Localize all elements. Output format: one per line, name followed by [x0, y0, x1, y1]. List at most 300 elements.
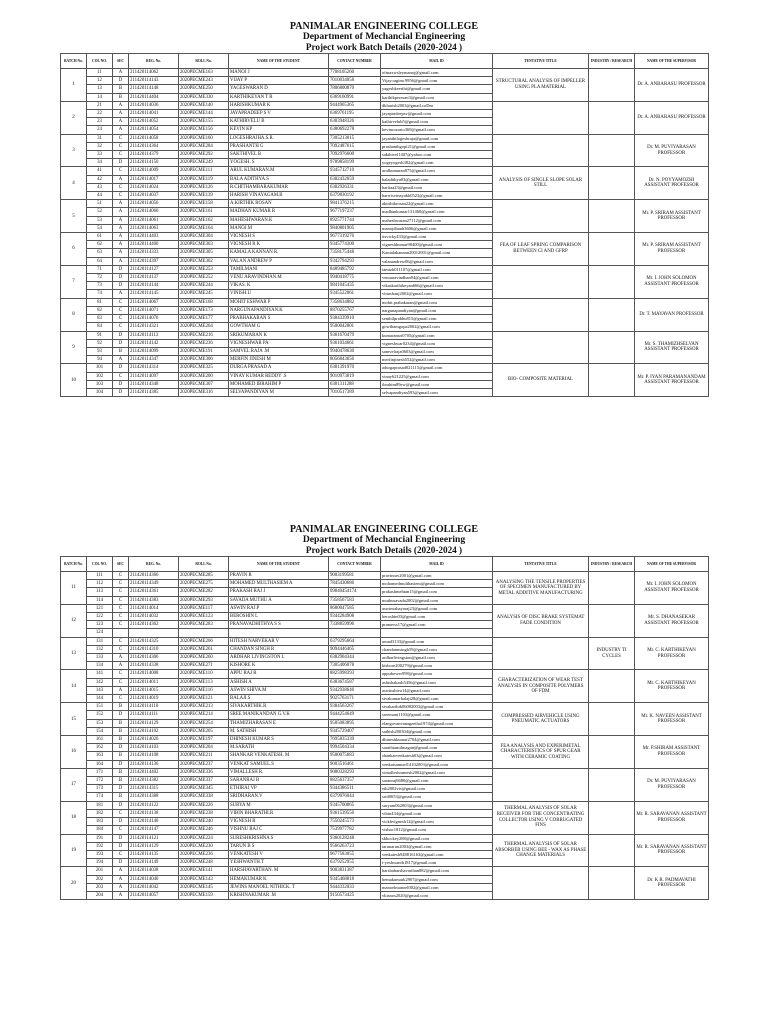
contact-number: 9994504334 — [329, 744, 381, 752]
reg-no: 211420114129 — [129, 719, 179, 727]
section: A — [113, 290, 129, 298]
student-name: VIGNESH R K — [229, 241, 329, 249]
mail-id: srid0653@gmail.com — [381, 793, 493, 801]
student-name: PRABHAKARAN S — [229, 315, 329, 323]
reg-no: 211420114099 — [129, 347, 179, 355]
section: D — [113, 842, 129, 850]
col-no: 104 — [87, 388, 113, 396]
student-name: JEWINS MANOEL NITHICK. T — [229, 883, 329, 891]
section: D — [113, 744, 129, 752]
table-row — [61, 801, 709, 809]
mail-id: suryam062003@gmail.com — [381, 801, 493, 809]
reg-no: 211420114054 — [129, 126, 179, 134]
col-no: 194 — [87, 859, 113, 867]
col-no: 143 — [87, 686, 113, 694]
col-no: 133 — [87, 654, 113, 662]
section: C — [113, 645, 129, 653]
reg-no: 211420114402 — [129, 768, 179, 776]
section: C — [113, 826, 129, 834]
section: C — [113, 670, 129, 678]
section — [113, 629, 129, 637]
mail-id: Vijay.ragina.9956@gmail.com — [381, 77, 493, 85]
reg-no: 211420114321 — [129, 323, 179, 331]
batch-table — [60, 556, 709, 900]
supervisor-name: Mr. I. JOHN SOLOMON ASSISTANT PROFESSOR — [635, 572, 709, 605]
col-no: 204 — [87, 891, 113, 899]
mail-id: jayanthilogeshraja@gmail.com — [381, 134, 493, 142]
col-no: 84 — [87, 323, 113, 331]
col-no: 173 — [87, 785, 113, 793]
section: C — [113, 604, 129, 612]
contact-number: 9841045435 — [329, 282, 381, 290]
roll-no: 2020PECME240 — [179, 818, 229, 826]
supervisor-name: Mr. R. SARAVANAN ASSISTANT PROFESSOR — [635, 801, 709, 834]
contact-number: 9003199581 — [329, 572, 381, 580]
col-no: 193 — [87, 850, 113, 858]
col-no: 42 — [87, 175, 113, 183]
roll-no: 2020PECME316 — [179, 388, 229, 396]
table-row — [61, 233, 709, 241]
col-no: 134 — [87, 662, 113, 670]
contact-number: 6382432659 — [329, 175, 381, 183]
reg-no: 211420114145 — [129, 290, 179, 298]
batch-number: 10 — [61, 364, 87, 397]
contact-number: 9444332033 — [329, 883, 381, 891]
col-no: 32 — [87, 142, 113, 150]
roll-no: 2020PECME164 — [179, 224, 229, 232]
section: B — [113, 347, 129, 355]
roll-no: 2020PECME282 — [179, 588, 229, 596]
contact-number: 6382926331 — [329, 183, 381, 191]
roll-no: 2020PECME243 — [179, 77, 229, 85]
student-name: KISHORE K — [229, 662, 329, 670]
student-name: KATHIRVELU B — [229, 118, 329, 126]
table-row — [61, 703, 709, 711]
tentative-title — [493, 768, 589, 801]
col-no: 154 — [87, 727, 113, 735]
section: D — [113, 265, 129, 273]
mail-id: prakashmehtan15@gmail.com — [381, 588, 493, 596]
reg-no: 211420114056 — [129, 200, 179, 208]
contact-number: 6379252955 — [329, 859, 381, 867]
student-name: VIMALLESH R. — [229, 768, 329, 776]
mail-id: gowthamgopa2002@gmail.com — [381, 323, 493, 331]
roll-no: 2020PECME111 — [179, 167, 229, 175]
sheet-page-1 — [60, 22, 708, 397]
section: A — [113, 662, 129, 670]
contact-number: 9345712710 — [329, 167, 381, 175]
student-name: SRIDHARAN.V — [229, 793, 329, 801]
section: D — [113, 801, 129, 809]
section: C — [113, 315, 129, 323]
roll-no: 2020PECME238 — [179, 809, 229, 817]
mail-id: madhankumar131460@gmail.com — [381, 208, 493, 216]
contact-number: 7358175448 — [329, 249, 381, 257]
col-no: 31 — [87, 134, 113, 142]
student-name: LOGESHRAJHA.S.R. — [229, 134, 329, 142]
supervisor-name: Mr. C. KARTHIKEYAN PROFESSOR — [635, 637, 709, 670]
student-name: HITESH NARVEKAR V — [229, 637, 329, 645]
section: A — [113, 875, 129, 883]
col-no: 72 — [87, 274, 113, 282]
mail-id: sakthivel1407@yahoo.com — [381, 151, 493, 159]
mail-id: kevinrozario369@gmail.com — [381, 126, 493, 134]
roll-no: 2020PECME200 — [179, 372, 229, 380]
section: A — [113, 126, 129, 134]
section: C — [113, 298, 129, 306]
mail-id: vinushanj2002@gmail.com — [381, 290, 493, 298]
contact-number: 9010973819 — [329, 372, 381, 380]
column-header: COL NO. — [87, 557, 113, 572]
roll-no: 2020PECME205 — [179, 727, 229, 735]
supervisor-name: Mr. P. IYAN PARAMANANDAM ASSISTANT PROFESSOR — [635, 364, 709, 397]
mail-id: beroshin03@gmail.com — [381, 613, 493, 621]
contact-number: 9150573425 — [329, 891, 381, 899]
mail-id: karthikperesan3@gmail.com — [381, 93, 493, 101]
contact-number: 6383674587 — [329, 678, 381, 686]
student-name: M. SATHISH — [229, 727, 329, 735]
reg-no: 211420114026 — [129, 736, 179, 744]
reg-no: 211420114024 — [129, 183, 179, 191]
section: D — [113, 282, 129, 290]
reg-no: 211420114071 — [129, 306, 179, 314]
tentative-title — [493, 331, 589, 364]
col-no: 64 — [87, 257, 113, 265]
roll-no: 2020PECME230 — [179, 842, 229, 850]
section: A — [113, 241, 129, 249]
tentative-title — [493, 134, 589, 167]
reg-no: 211420114014 — [129, 604, 179, 612]
reg-no: 211420114349 — [129, 580, 179, 588]
section: D — [113, 159, 129, 167]
reg-no: 211420114036 — [129, 101, 179, 109]
roll-no: 2020PECME261 — [179, 645, 229, 653]
mail-id: selvapandiyan593@gmail.com — [381, 388, 493, 396]
student-name: SURESHKRISHNA S — [229, 834, 329, 842]
reg-no: 211420114404 — [129, 93, 179, 101]
department-title: Department of Mechancial Engineering — [302, 534, 466, 545]
reg-no: 211420114364 — [129, 142, 179, 150]
supervisor-name: Mr. C. KARTHIKEYAN PROFESSOR — [635, 670, 709, 703]
reg-no: 211420114108 — [129, 752, 179, 760]
mail-id: sathish200304@gmail.com — [381, 727, 493, 735]
col-no: 54 — [87, 224, 113, 232]
reg-no: 211420114325 — [129, 637, 179, 645]
tentative-title: STRUCTURAL ANALYSIS OF IMPELLER USING PLA MATERIAL — [493, 69, 589, 102]
roll-no: 2020PECME284 — [179, 142, 229, 150]
industry-research: INDUSTRY TI CYCLES — [589, 637, 635, 670]
student-name: HARISHKUMAR K — [229, 101, 329, 109]
reg-no: 211420114347 — [129, 356, 179, 364]
industry-research — [589, 134, 635, 167]
student-name: ARDHAR LIVINGSTON L — [229, 654, 329, 662]
mail-id: venkatesh948816163@gmail.com — [381, 850, 493, 858]
section: C — [113, 596, 129, 604]
roll-no: 2020PECME337 — [179, 777, 229, 785]
section: B — [113, 93, 129, 101]
mail-id: jayapradeepsv@gmail.com — [381, 110, 493, 118]
reg-no: 211420114127 — [129, 265, 179, 273]
student-name: BALA ADITHYA.S — [229, 175, 329, 183]
student-name: VALAN ANDREW P — [229, 257, 329, 265]
contact-number: 7305213015 — [329, 134, 381, 142]
student-name: HARISH VINAYAGAM.B — [229, 192, 329, 200]
tentative-title — [493, 298, 589, 331]
reg-no: 211420114362 — [129, 621, 179, 629]
section: A — [113, 654, 129, 662]
col-no: 102 — [87, 372, 113, 380]
roll-no: 2020PECME141 — [179, 867, 229, 875]
col-no: 183 — [87, 818, 113, 826]
roll-no: 2020PECME306 — [179, 356, 229, 364]
col-no: 114 — [87, 596, 113, 604]
contact-number: 8870255767 — [329, 306, 381, 314]
student-name: KRISHNAKUMAR .M — [229, 891, 329, 899]
table-row — [61, 637, 709, 645]
mail-id: vickhvignesh12@gmail.com — [381, 818, 493, 826]
roll-no: 2020PECME160 — [179, 134, 229, 142]
reg-no: 211420114019 — [129, 695, 179, 703]
section: B — [113, 752, 129, 760]
contact-number: 8680047585 — [329, 604, 381, 612]
roll-no: 2020PECME144 — [179, 110, 229, 118]
tentative-title: ANALYSIS OF DISC BRAKE SYSTEMAT FADE CONDITION — [493, 604, 589, 637]
batch-number: 4 — [61, 167, 87, 200]
reg-no: 211420114138 — [129, 809, 179, 817]
table-body — [61, 69, 709, 397]
table-row — [61, 331, 709, 339]
tentative-title: COMPRESSED AIRVEHICLE USING PNEUMATIC ACTUATORS — [493, 703, 589, 736]
mail-id: elangovanvanageetha1974@gmail.com — [381, 719, 493, 727]
section: D — [113, 834, 129, 842]
column-header: NAME OF THE SUPERVISOR — [635, 557, 709, 572]
col-no: 153 — [87, 719, 113, 727]
mail-id: skhockey288@gmail.com — [381, 834, 493, 842]
col-no: 184 — [87, 826, 113, 834]
contact-number: 7010034058 — [329, 77, 381, 85]
roll-no: 2020PECME224 — [179, 834, 229, 842]
column-header: SEC — [113, 54, 129, 69]
student-name: SAVADA MUTHU A — [229, 596, 329, 604]
reg-no: 211420114135 — [129, 850, 179, 858]
section: C — [113, 183, 129, 191]
student-name: KARTHIKEYAN T R — [229, 93, 329, 101]
section: A — [113, 101, 129, 109]
section: D — [113, 760, 129, 768]
col-no: 151 — [87, 703, 113, 711]
contact-number: 6369761195 — [329, 110, 381, 118]
roll-no: 2020PECME245 — [179, 290, 229, 298]
batch-number: 1 — [61, 69, 87, 102]
contact-number: 9003516461 — [329, 760, 381, 768]
reg-no: 211420114097 — [129, 372, 179, 380]
reg-no: 211420114040 — [129, 875, 179, 883]
industry-research — [589, 703, 635, 736]
section: C — [113, 695, 129, 703]
batch-number: 20 — [61, 867, 87, 900]
roll-no: 2020PECME249 — [179, 159, 229, 167]
student-name: SELVAPANDIYAN M — [229, 388, 329, 396]
mail-id: sarathtamilmagan@gmail.com — [381, 744, 493, 752]
mail-id: vimalleshramesh2002@gmail.com — [381, 768, 493, 776]
batch-number: 11 — [61, 572, 87, 605]
section: D — [113, 331, 129, 339]
contact-number: 7338859996 — [329, 621, 381, 629]
batch-number: 13 — [61, 637, 87, 670]
mail-id: adurgaprasad021115@gmail.com — [381, 364, 493, 372]
contact-number: 9345774300 — [329, 241, 381, 249]
column-header: COL NO. — [87, 54, 113, 69]
batch-number: 8 — [61, 298, 87, 331]
col-no: 203 — [87, 883, 113, 891]
column-header: TENTATIVE TITLE — [493, 557, 589, 572]
section: A — [113, 891, 129, 899]
roll-no: 2020PECME121 — [179, 695, 229, 703]
section: C — [113, 192, 129, 200]
mail-id: merfinjinesh552@gmail.com — [381, 356, 493, 364]
section: D — [113, 785, 129, 793]
roll-no: 2020PECME271 — [179, 662, 229, 670]
batch-number: 3 — [61, 134, 87, 167]
student-name: SRIKUMARAN K — [229, 331, 329, 339]
col-no: 92 — [87, 339, 113, 347]
student-name — [229, 629, 329, 637]
contact-number: 7845430686 — [329, 580, 381, 588]
roll-no: 2020PECME307 — [179, 380, 229, 388]
section: B — [113, 777, 129, 785]
reg-no: 211420114147 — [129, 826, 179, 834]
roll-no: 2020PECME139 — [179, 192, 229, 200]
contact-number: 7010517389 — [329, 388, 381, 396]
reg-no: 211420114379 — [129, 151, 179, 159]
contact-number: 7305406078 — [329, 662, 381, 670]
contact-number: 9345729407 — [329, 727, 381, 735]
table-row — [61, 101, 709, 109]
industry-research — [589, 167, 635, 200]
student-name: SURYA M — [229, 801, 329, 809]
supervisor-name: Mr. I. JOHN SOLOMON ASSISTANT PROFESSOR — [635, 265, 709, 298]
batch-number: 12 — [61, 604, 87, 637]
mail-id: vkisnos2020@gmail.com — [381, 891, 493, 899]
industry-research — [589, 867, 635, 900]
student-name: YOGESH. S — [229, 159, 329, 167]
section: A — [113, 257, 129, 265]
mail-id: ardharlivingston@gmail.com — [381, 654, 493, 662]
mail-id: tamizh011107@gmail.com — [381, 265, 493, 273]
table-row — [61, 265, 709, 273]
col-no: 113 — [87, 588, 113, 596]
student-name: JAYAPRADEEP S V — [229, 110, 329, 118]
reg-no: 211420114041 — [129, 110, 179, 118]
reg-no: 211420114306 — [129, 654, 179, 662]
reg-no: 211420114057 — [129, 891, 179, 899]
student-name: ASWIN RAJ.P — [229, 604, 329, 612]
column-header: TENTATIVE TITLE — [493, 54, 589, 69]
mail-id: vigneshkumar98400@gmail.com — [381, 241, 493, 249]
student-name: SREE MANIKANDAN G.V.K — [229, 711, 329, 719]
industry-research — [589, 670, 635, 703]
mail-id: chandannsingh59@gmail.com — [381, 645, 493, 653]
roll-no: 2020PECME275 — [179, 580, 229, 588]
student-name: HARSHAVARTHAN. M — [229, 867, 329, 875]
contact-number: 6381391970 — [329, 364, 381, 372]
col-no: 11 — [87, 69, 113, 77]
table-body — [61, 572, 709, 900]
contact-number: 7550245573 — [329, 818, 381, 826]
reg-no: 211420114338 — [129, 662, 179, 670]
section: C — [113, 323, 129, 331]
roll-no: 2020PECME236 — [179, 339, 229, 347]
section: D — [113, 388, 129, 396]
section: C — [113, 142, 129, 150]
reg-no: 211420114042 — [129, 883, 179, 891]
mail-id: shankarvenkatesh03@gmail.com — [381, 752, 493, 760]
student-name: KEVIN KP — [229, 126, 329, 134]
reg-no: 211420114397 — [129, 257, 179, 265]
roll-no: 2020PECME330 — [179, 93, 229, 101]
student-name: VINAY KUMAR REDDY .S — [229, 372, 329, 380]
batch-details-title: Project work Batch Details (2020-2024 ) — [305, 545, 463, 555]
contact-number: 6379295664 — [329, 637, 381, 645]
contact-number: 7092487615 — [329, 142, 381, 150]
roll-no: 2020PECME338 — [179, 793, 229, 801]
col-no: 43 — [87, 183, 113, 191]
col-no: 12 — [87, 77, 113, 85]
batch-number: 5 — [61, 200, 87, 233]
reg-no: 211420114102 — [129, 727, 179, 735]
roll-no: 2020PECME168 — [179, 298, 229, 306]
industry-research — [589, 265, 635, 298]
section: D — [113, 711, 129, 719]
roll-no: 2020PECME285 — [179, 572, 229, 580]
reg-no: 211420114314 — [129, 364, 179, 372]
student-name: APPU RAJ R — [229, 670, 329, 678]
student-name: ARUL KUMARAN.M — [229, 167, 329, 175]
col-no: 94 — [87, 356, 113, 364]
student-name: DURGA PRASAD A — [229, 364, 329, 372]
col-no: 61 — [87, 233, 113, 241]
contact-number: 9080328293 — [329, 768, 381, 776]
reg-no: 211420114122 — [129, 801, 179, 809]
tentative-title: ANALYSING THE TENSILE PROPERTIES OF SPECIMEN MANUFACTURED BY METAL ADDITIVE MANUFACTURING — [493, 572, 589, 605]
mail-id: umad3133@gmail.com — [381, 637, 493, 645]
tentative-title — [493, 637, 589, 670]
roll-no: 2020PECME214 — [179, 711, 229, 719]
section: C — [113, 637, 129, 645]
contact-number — [329, 629, 381, 637]
mail-id: kumaransri0705@gmail.com — [381, 331, 493, 339]
section: D — [113, 339, 129, 347]
contact-number: 8056843656 — [329, 356, 381, 364]
roll-no: 2020PECME173 — [179, 306, 229, 314]
section: C — [113, 372, 129, 380]
student-name: PRAKASH RAJ J — [229, 588, 329, 596]
roll-no: 2020PECME253 — [179, 265, 229, 273]
roll-no: 2020PECME292 — [179, 151, 229, 159]
roll-no: 2020PECME244 — [179, 282, 229, 290]
reg-no: 211420114009 — [129, 167, 179, 175]
section: C — [113, 678, 129, 686]
supervisor-name: Dr. T. MAYAVAN PROFESSOR — [635, 298, 709, 331]
student-name: GOWTHAM G — [229, 323, 329, 331]
student-name: MOHIT ESHWAR P — [229, 298, 329, 306]
student-name: A.KIRTHIK ROSAN — [229, 200, 329, 208]
contact-number: 9841376215 — [329, 200, 381, 208]
batch-number: 6 — [61, 233, 87, 266]
col-no: 51 — [87, 200, 113, 208]
contact-number: 9500075683 — [329, 752, 381, 760]
reg-no: 211420114136 — [129, 760, 179, 768]
